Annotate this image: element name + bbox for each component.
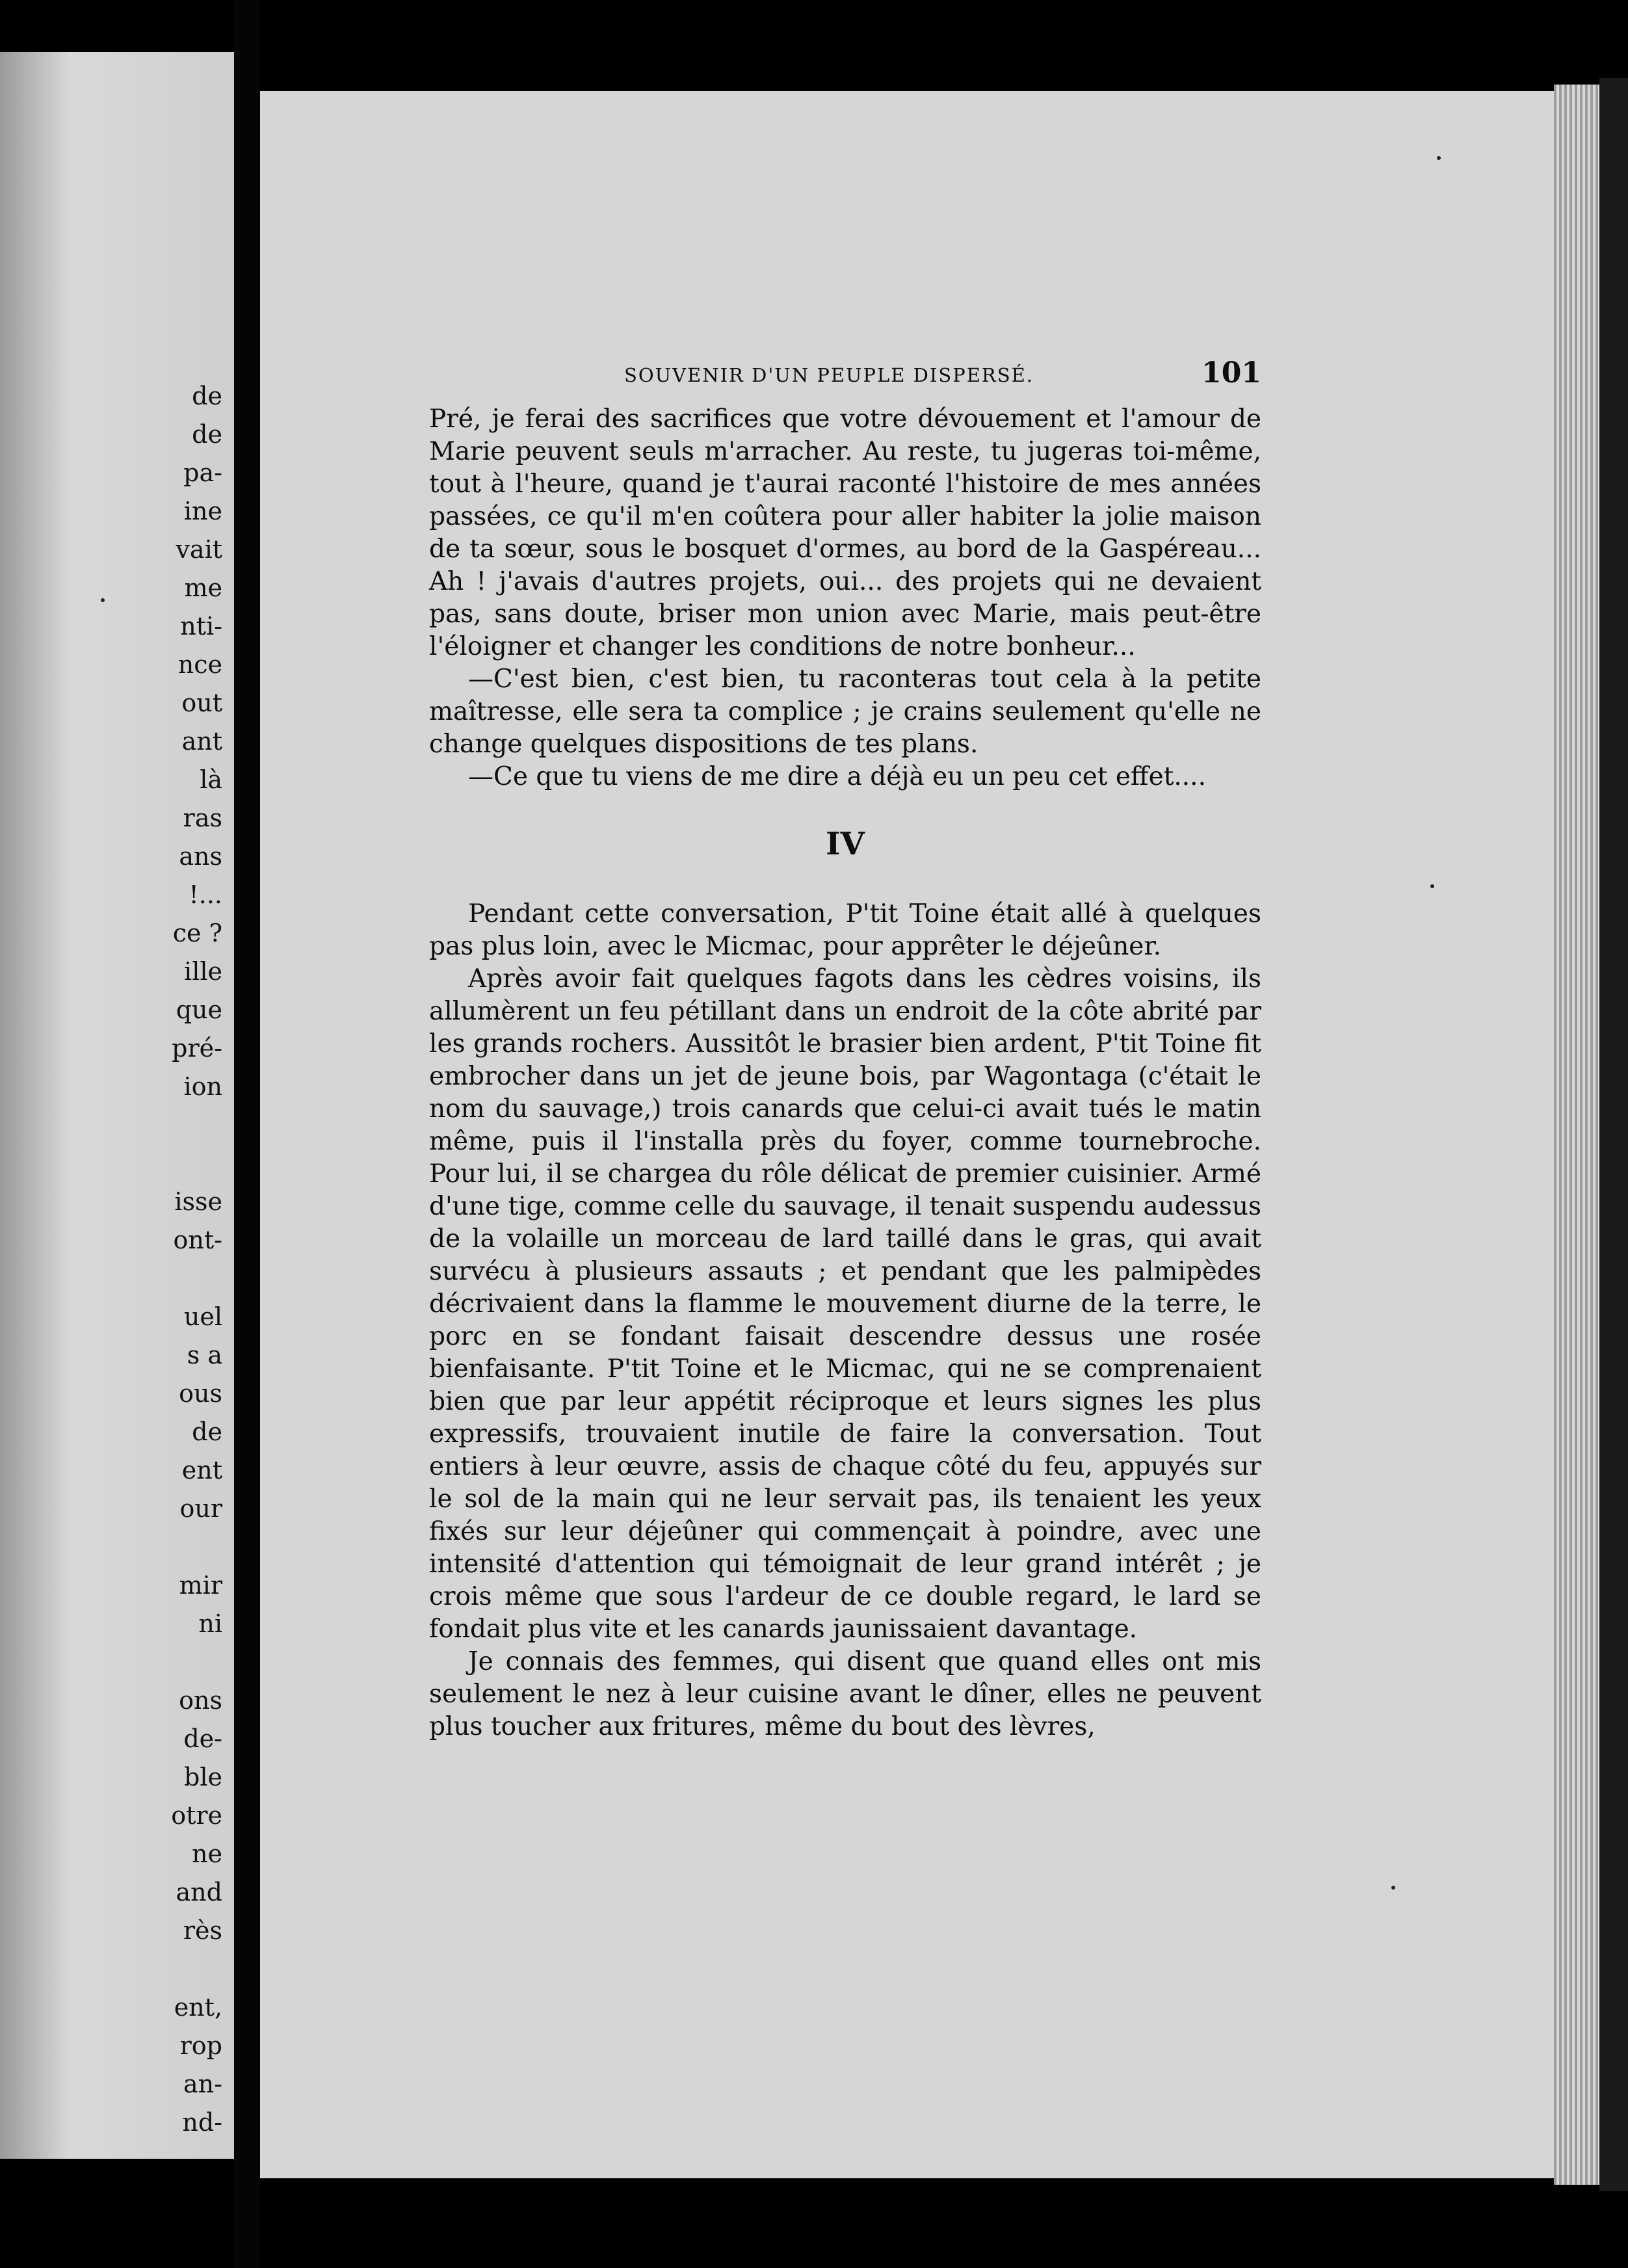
book-gutter [234,0,260,2268]
running-head: SOUVENIR D'UN PEUPLE DISPERSÉ. [624,364,1034,386]
paragraph: Pendant cette conversation, P'tit Toine était allé à quelques pas plus loin, avec le Micmac, pour apprêter le déjeûner. [429,899,1261,961]
page-number: 101 [1201,356,1261,389]
paragraph: Pré, je ferai des sacrifices que votre dévouement et l'amour de Marie peuvent seuls m'arracher. Au reste, tu jugeras toi-même, tout à l'heure, quand je t'aurai raconté l'histoire de mes années passées, ce qu'il m'en coûtera pour aller habiter la jolie maison de ta sœur, sous le bosquet d'ormes, au bord de la Gaspéreau... Ah ! j'avais d'autres projets, oui... des projets qui ne devaient pas, sans doute, briser mon union avec Marie, mais peut-être l'éloigner et changer les conditions de notre bonheur... [429,404,1261,661]
speck-mark [1391,1886,1395,1890]
facing-page-text-fragments: de de pa- ine vait me nti- nce out ant là ras ans !... ce ? ille que pré- ion isse ont- uel s a ous de ent our mir ni ons de- ble otre ne and rès ent, rop an- nd- [171,382,222,2137]
facing-page-left [0,52,234,2159]
page-header [429,351,1261,403]
page-text-block [429,351,1261,1743]
speck-mark [1430,884,1434,888]
speck-mark [1437,156,1441,160]
paragraph: —Ce que tu viens de me dire a déjà eu un peu cet effet.... [468,762,1206,791]
speck-mark [101,598,105,602]
paragraph: Après avoir fait quelques fagots dans les cèdres voisins, ils allumèrent un feu pétillant dans un endroit de la côte abrité par les grands rochers. Aussitôt le brasier bien ardent, P'tit Toine fit embrocher dans un jet de jeune bois, par Wagontaga (c'était le nom du sauvage,) trois canards que celui-ci avait tués le matin même, puis il l'installa près du foyer, comme tournebroche. Pour lui, il se chargea du rôle délicat de premier cuisinier. Armé d'une tige, comme celle du sauvage, il tenait suspendu audessus de la volaille un morceau de lard taillé dans le gras, qui avait survécu à plusieurs assauts ; et pendant que les palmipèdes décrivaient dans la flamme le mouvement diurne de la terre, le porc en se fondant faisait descendre dessus une rosée bienfaisante. P'tit Toine et le Micmac, qui ne se comprenaient bien que par leur appétit réciproque et leurs signes les plus expressifs, trouvaient inutile de faire la conversation. Tout entiers à leur œuvre, assis de chaque côté du feu, appuyés sur le sol de la main qui ne leur servait pas, ils tenaient les yeux fixés sur leur déjeûner qui commençait à poindre, avec une intensité d'attention qui témoignait de leur grand intérêt ; je crois même que sous l'ardeur de ce double regard, le lard se fondait plus vite et les canards jaunissaient davantage. [429,964,1261,1644]
paragraph: —C'est bien, c'est bien, tu raconteras tout cela à la petite maîtresse, elle sera ta complice ; je crains seulement qu'elle ne change quelques dispositions de tes plans. [429,665,1261,759]
section-heading: IV [826,826,865,862]
book-cover-edge [1599,78,1628,2191]
paragraph: Je connais des femmes, qui disent que quand elles ont mis seulement le nez à leur cuisine avant le dîner, elles ne peuvent plus toucher aux fritures, même du bout des lèvres, [429,1647,1261,1741]
page-edges [1554,85,1599,2185]
